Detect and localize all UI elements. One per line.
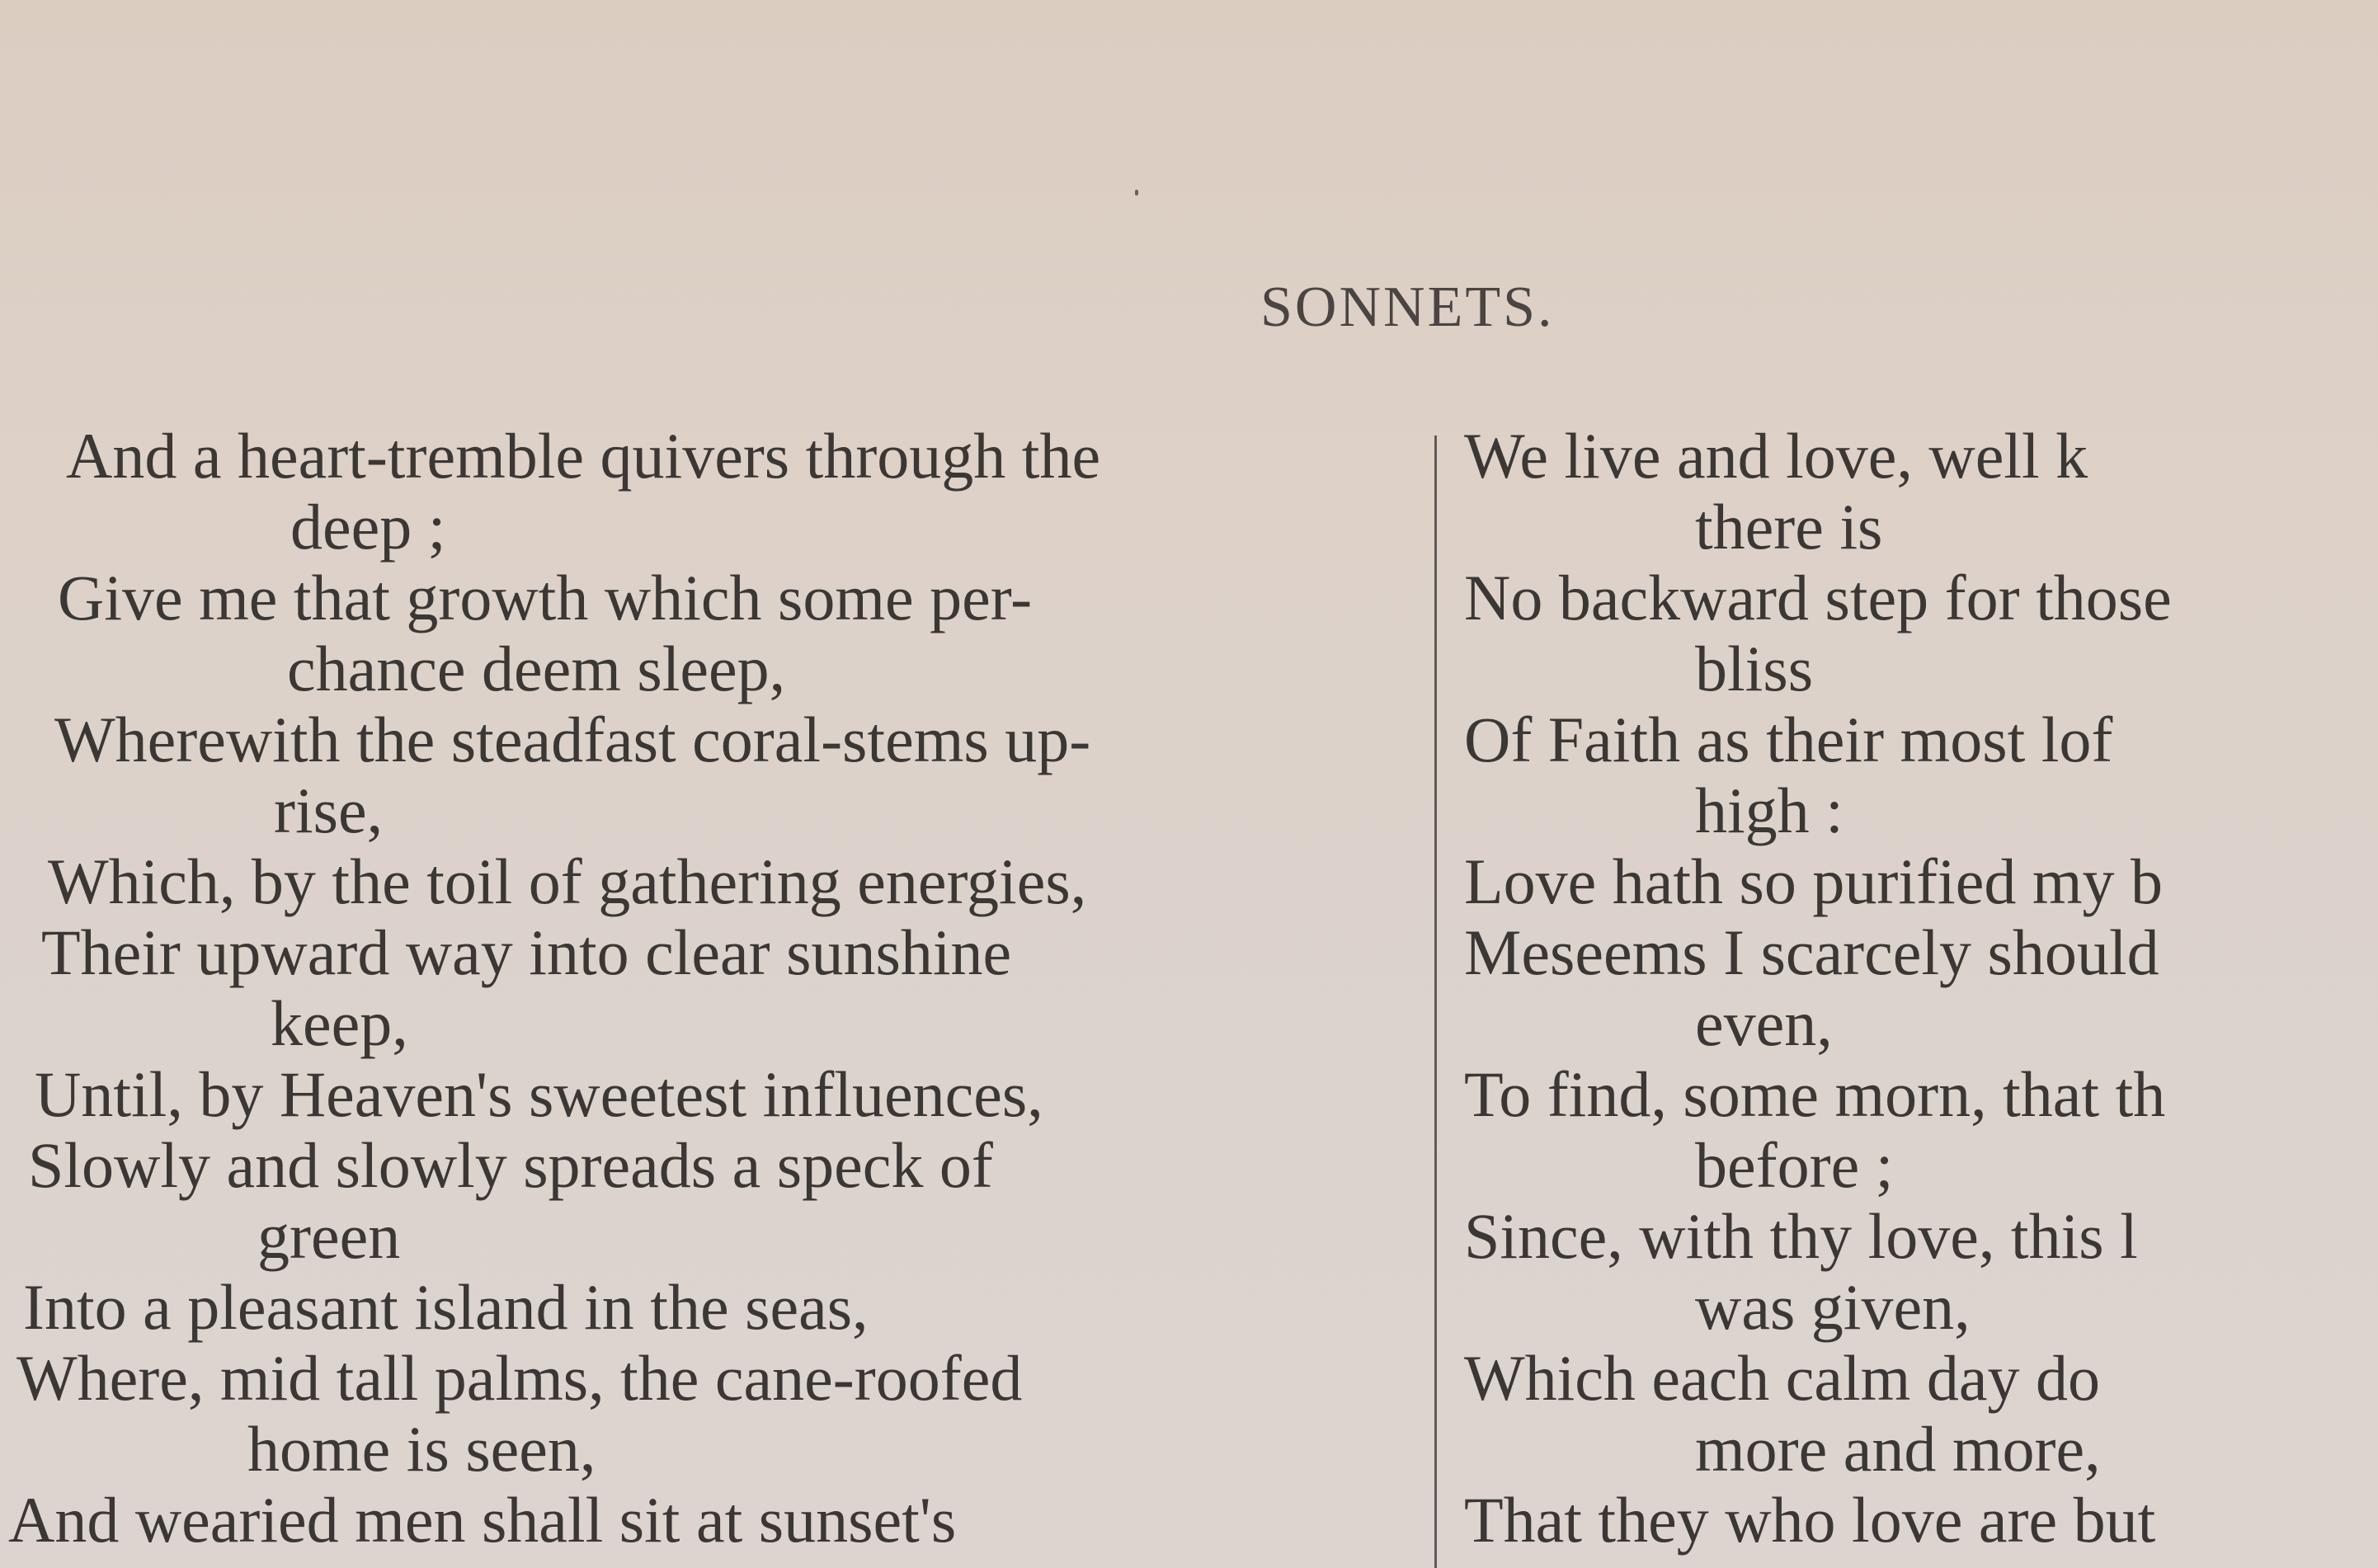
verse-line-continuation: green — [257, 1200, 401, 1272]
verse-line-continuation: keep, — [271, 987, 408, 1059]
ink-speck — [1135, 190, 1138, 195]
column-divider — [1434, 436, 1437, 1568]
verse-line-continuation: more and more, — [1695, 1413, 2101, 1485]
verse-line: We live and love, well k — [1464, 420, 2088, 492]
verse-line: And a heart-tremble quivers through the — [66, 420, 1101, 492]
verse-line-continuation: bliss — [1695, 633, 1814, 704]
verse-line: Give me that growth which some per- — [58, 562, 1033, 633]
verse-line-continuation: there is — [1695, 491, 1883, 563]
verse-line: To find, some morn, that th — [1464, 1058, 2166, 1130]
verse-line: And wearied men shall sit at sunset's — [8, 1484, 957, 1556]
right-column — [1464, 421, 2378, 1556]
verse-line: Which each calm day do — [1464, 1342, 2100, 1414]
verse-line: Wherewith the steadfast coral-stems up- — [54, 704, 1091, 775]
verse-line-continuation: even, — [1695, 987, 1833, 1059]
verse-line: Until, by Heaven's sweetest influences, — [35, 1058, 1043, 1130]
verse-line: No backward step for those — [1464, 562, 2172, 633]
verse-line: Since, with thy love, this l — [1464, 1200, 2138, 1272]
left-column — [0, 421, 1402, 1556]
verse-line: Of Faith as their most lof — [1464, 704, 2113, 775]
verse-line: Into a pleasant island in the seas, — [23, 1271, 869, 1343]
verse-line-continuation: before ; — [1695, 1129, 1894, 1201]
page-heading: SONNETS. — [1260, 275, 1555, 339]
verse-line-continuation: deep ; — [290, 491, 446, 563]
verse-line: Their upward way into clear sunshine — [41, 916, 1012, 988]
verse-line: Meseems I scarcely should — [1464, 916, 2159, 988]
verse-line-continuation: was given, — [1695, 1271, 1971, 1343]
verse-line: Slowly and slowly spreads a speck of — [28, 1129, 993, 1201]
verse-line: That they who love are but — [1464, 1484, 2156, 1556]
verse-line-continuation: chance deem sleep, — [287, 633, 786, 704]
verse-line-continuation: high : — [1695, 775, 1844, 846]
verse-line: Where, mid tall palms, the cane-roofed — [16, 1342, 1023, 1414]
verse-line: Which, by the toil of gathering energies, — [48, 845, 1087, 917]
verse-line-continuation: rise, — [274, 775, 384, 846]
verse-line: Love hath so purified my b — [1464, 845, 2163, 917]
verse-line-continuation: home is seen, — [247, 1413, 596, 1485]
